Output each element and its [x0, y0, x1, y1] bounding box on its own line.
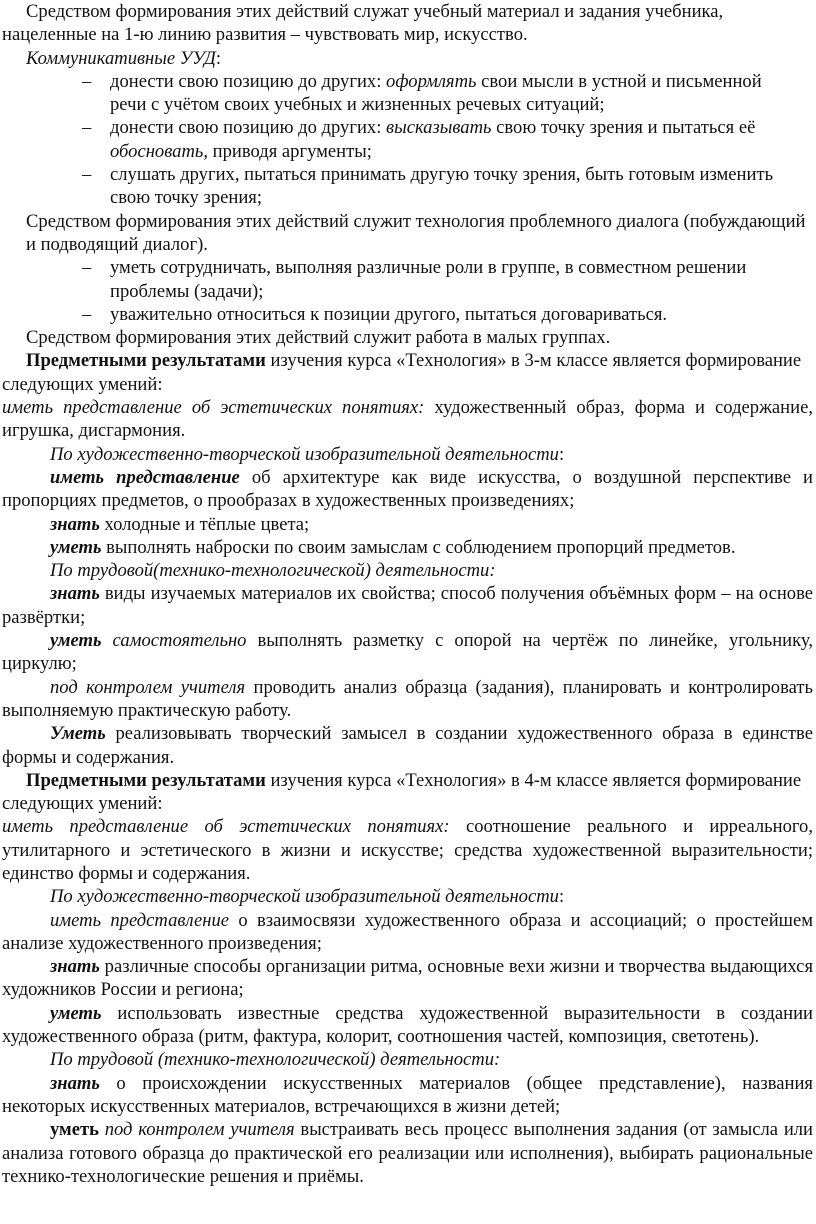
have-idea-4-label: иметь представление: [50, 909, 230, 931]
be-able-expressive-label: уметь: [50, 1002, 102, 1024]
communicative-uud-colon: :: [215, 47, 222, 69]
be-able-process-emphasis: под контролем учителя: [98, 1119, 295, 1141]
be-able-marking-label: уметь: [50, 630, 102, 652]
aesthetic-concepts-3-label: иметь представление об эстетических понятиях:: [2, 397, 425, 419]
results-grade4-text: изучения курса «Технология» в 4-м классе является формирование следующих умений:: [2, 769, 802, 815]
paragraph-have-idea-3: [2, 466, 813, 513]
know-materials-text: виды изучаемых материалов их свойства; способ получения объёмных форм – на основе развёртки;: [2, 583, 813, 628]
paragraph-dialogue-technology: Средством формирования этих действий служит технология проблемного диалога (побуждающий и подводящий диалог).: [26, 210, 806, 255]
communicative-uud-label: Коммуникативные УУД: [26, 47, 216, 69]
list-item-text: свою точку зрения и пытаться её: [491, 117, 756, 139]
dash-bullet: –: [82, 303, 92, 325]
art-activity-3-label: По художественно-творческой изобразительной деятельности: [50, 443, 559, 465]
art-activity-3-colon: :: [558, 443, 565, 465]
list-item-text: донести свою позицию до других:: [110, 117, 387, 139]
paragraph-be-able-process: [2, 1118, 813, 1188]
list-item-emphasis: обосновать: [110, 140, 204, 162]
aesthetic-concepts-4-label: иметь представление об эстетических понятиях:: [2, 816, 450, 838]
teacher-control-3-label: под контролем учителя: [50, 676, 246, 698]
heading-art-activity-3: [2, 443, 813, 466]
results-grade3-text: изучения курса «Технология» в 3-м классе является формирование следующих умений:: [2, 350, 802, 395]
have-idea-3-text: об архитектуре как виде искусства, о воздушной перспективе и пропорциях предметов, о прообразах в художественных произведениях;: [2, 466, 813, 512]
paragraph-results-grade4: [2, 769, 813, 816]
results-grade4-bold: Предметными результатами: [26, 769, 266, 791]
paragraph-small-groups: Средством формирования этих действий служит работа в малых группах.: [26, 327, 611, 349]
heading-labor-activity-4: [2, 1048, 813, 1071]
paragraph-know-colors: [2, 513, 813, 536]
list-item-emphasis: высказывать: [386, 117, 492, 139]
list-item: [2, 163, 813, 210]
results-grade3-bold: Предметными результатами: [26, 350, 266, 372]
have-idea-3-label: иметь представление: [50, 466, 240, 488]
be-able-sketch-label: уметь: [50, 536, 102, 558]
heading-art-activity-4: [2, 885, 813, 908]
be-able-marking-text: выполнять разметку с опорой на чертёж по линейке, угольнику, циркулю;: [2, 630, 813, 675]
list-item: [2, 303, 813, 326]
aesthetic-concepts-4-text: соотношение реального и ирреального, утилитарного и эстетического в жизни и искусстве; средства художественной выразительности; единство формы и содержания.: [2, 816, 813, 884]
know-artificial-label: знать: [50, 1072, 100, 1094]
paragraph-intro: Средством формирования этих действий служат учебный материал и задания учебника, нацеленные на 1-ю линию развития – чувствовать мир, искусство.: [2, 1, 724, 46]
labor-activity-4-label: По трудовой (технико-технологической) деятельности:: [50, 1049, 501, 1071]
list-item-text: свои мысли в устной и письменной речи с учётом своих учебных и жизненных речевых ситуаций;: [110, 70, 762, 116]
list-item-text: уметь сотрудничать, выполняя различные роли в группе, в совместном решении проблемы (задачи);: [110, 257, 747, 302]
know-colors-text: холодные и тёплые цвета;: [99, 513, 310, 535]
be-able-sketch-text: выполнять наброски по своим замыслам с соблюдением пропорций предметов.: [101, 536, 736, 558]
dash-bullet: –: [82, 257, 92, 279]
be-able-creative-label: Уметь: [50, 723, 106, 745]
aesthetic-concepts-3-text: художественный образ, форма и содержание, игрушка, дисгармония.: [2, 397, 813, 442]
dash-bullet: –: [82, 70, 92, 92]
paragraph-aesthetic-concepts-3: [2, 396, 813, 443]
paragraph-be-able-sketch: [2, 536, 813, 559]
communicative-skills-list: [2, 70, 813, 210]
be-able-creative-text: реализовывать творческий замысел в создании художественного образа в единстве формы и содержания.: [2, 723, 813, 768]
paragraph-know-artificial: [2, 1072, 813, 1119]
list-item-emphasis: оформлять: [386, 70, 477, 92]
heading-communicative-uud: [2, 47, 813, 70]
know-rhythm-label: знать: [50, 956, 100, 978]
know-rhythm-text: различные способы организации ритма, основные вехи жизни и творчества выдающихся художников России и региона;: [2, 956, 813, 1001]
be-able-marking-emphasis: самостоятельно: [101, 630, 247, 652]
paragraph-teacher-control-3: [2, 676, 813, 723]
paragraph-be-able-expressive: [2, 1002, 813, 1049]
list-item-text: донести свою позицию до других:: [110, 70, 387, 92]
be-able-expressive-text: использовать известные средства художественной выразительности в создании художественного образа (ритм, фактура, колорит, соотношения частей, композиция, светотень).: [2, 1002, 813, 1048]
art-activity-4-label: По художественно-творческой изобразительной деятельности: [50, 886, 559, 908]
paragraph-have-idea-4: [2, 909, 813, 956]
be-able-process-label: уметь: [50, 1119, 99, 1141]
know-materials-label: знать: [50, 583, 100, 605]
teacher-control-3-text: проводить анализ образца (задания), планировать и контролировать выполняемую практическую работу.: [2, 676, 813, 721]
paragraph-be-able-creative: [2, 722, 813, 769]
paragraph-be-able-marking: [2, 629, 813, 676]
paragraph-know-materials: [2, 582, 813, 629]
list-item: [2, 116, 813, 163]
list-item-text: , приводя аргументы;: [203, 140, 372, 162]
know-colors-label: знать: [50, 513, 100, 535]
dash-bullet: –: [82, 164, 92, 186]
know-artificial-text: о происхождении искусственных материалов (общее представление), названия некоторых искусственных материалов, встречающихся в жизни детей;: [2, 1072, 813, 1117]
list-item: [2, 70, 813, 117]
list-item-text: слушать других, пытаться принимать другую точку зрения, быть готовым изменить свою точку зрения;: [110, 164, 774, 209]
art-activity-4-colon: :: [558, 886, 565, 908]
heading-labor-activity-3: [2, 559, 813, 582]
dash-bullet: –: [82, 117, 92, 139]
paragraph-aesthetic-concepts-4: [2, 815, 813, 885]
cooperation-skills-list: [2, 256, 813, 326]
paragraph-know-rhythm: [2, 955, 813, 1002]
list-item-text: уважительно относиться к позиции другого, пытаться договариваться.: [110, 303, 668, 325]
list-item: [2, 256, 813, 303]
paragraph-results-grade3: [2, 349, 813, 396]
have-idea-4-text: о взаимосвязи художественного образа и ассоциаций; о простейшем анализе художественного произведения;: [2, 909, 813, 954]
labor-activity-3-label: По трудовой(технико-технологической) деятельности:: [50, 560, 496, 582]
be-able-process-text: выстраивать весь процесс выполнения задания (от замысла или анализа готового образца до практической его реализации или исполнения), выбирать рациональные технико-технологические решения и приёмы.: [2, 1119, 813, 1187]
